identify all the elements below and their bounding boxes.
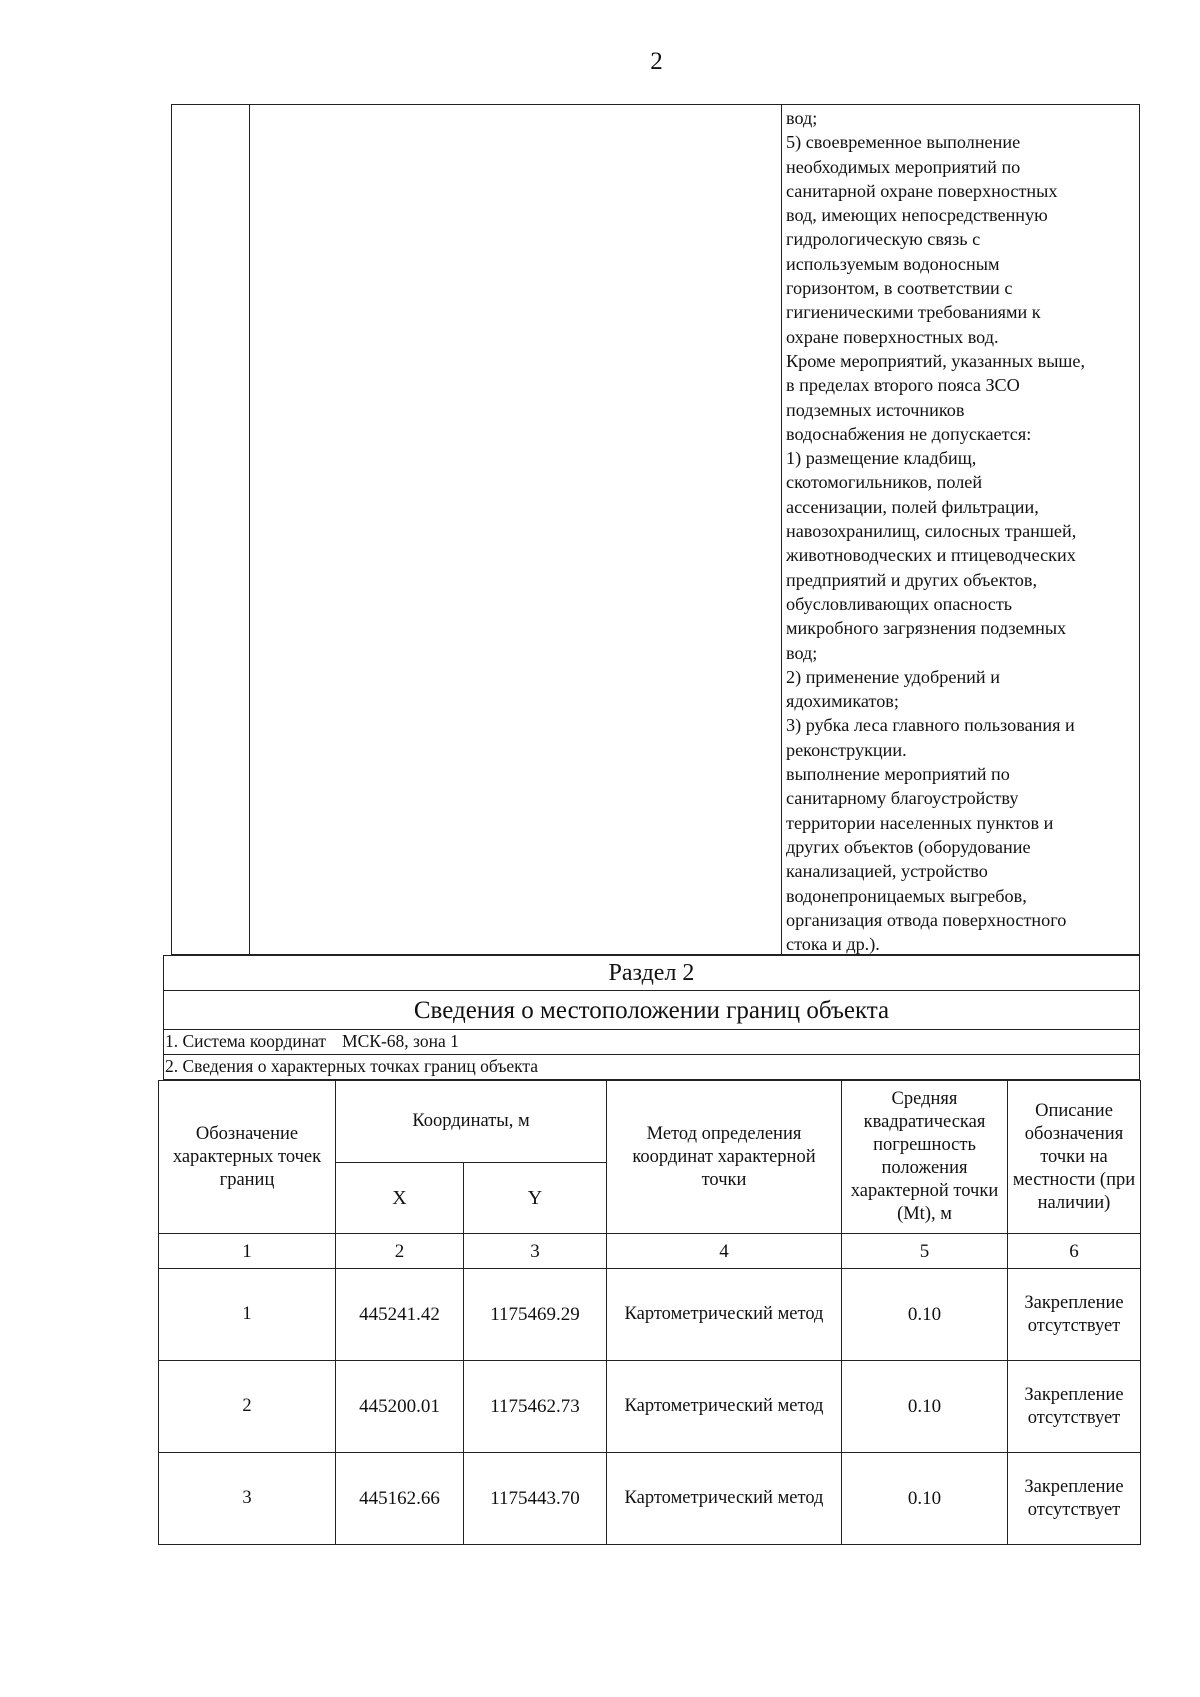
restriction-text-line: ядохимикатов; xyxy=(786,691,899,712)
column-number: 5 xyxy=(842,1234,1008,1269)
coordinate-system-label: 1. Система координат xyxy=(165,1031,327,1051)
point-y: 1175443.70 xyxy=(464,1453,607,1545)
continuation-col-restrictions xyxy=(784,105,1139,954)
continuation-col-name xyxy=(250,105,782,954)
point-method: Картометрический метод xyxy=(607,1361,842,1453)
restriction-text-line: 2) применение удобрений и xyxy=(786,666,1000,687)
point-y: 1175462.73 xyxy=(464,1361,607,1453)
restriction-text-line: санитарному благоустройству xyxy=(786,788,1019,809)
coordinate-system-value: МСК-68, зона 1 xyxy=(342,1031,459,1051)
restriction-text-line: используемым водоносным xyxy=(786,253,1000,274)
restriction-text-line: 1) размещение кладбищ, xyxy=(786,448,977,469)
column-number: 3 xyxy=(464,1234,607,1269)
coordinate-system-row xyxy=(163,1030,1140,1055)
restriction-text-line: необходимых мероприятий по xyxy=(786,156,1021,177)
point-error: 0.10 xyxy=(842,1361,1008,1453)
continuation-col-number xyxy=(172,105,250,954)
restriction-text-line: навозохранилищ, силосных траншей, xyxy=(786,521,1077,542)
point-method: Картометрический метод xyxy=(607,1269,842,1361)
restriction-text-line: животноводческих и птицеводческих xyxy=(786,545,1076,566)
restriction-text-line: в пределах второго пояса ЗСО xyxy=(786,375,1020,396)
restriction-text-line: 5) своевременное выполнение xyxy=(786,132,1021,153)
point-x: 445162.66 xyxy=(336,1453,464,1545)
restriction-text-line: Кроме мероприятий, указанных выше, xyxy=(786,350,1086,371)
column-number: 4 xyxy=(607,1234,842,1269)
restriction-text-line: предприятий и других объектов, xyxy=(786,569,1038,590)
point-designation: 1 xyxy=(159,1269,336,1361)
restriction-text-line: охране поверхностных вод. xyxy=(786,326,999,347)
restriction-text-line: скотомогильников, полей xyxy=(786,472,983,493)
header-coordinates: Координаты, м xyxy=(336,1081,607,1163)
restriction-text-line: стока и др.). xyxy=(786,934,880,955)
restriction-text-line: обусловливающих опасность xyxy=(786,593,1013,614)
restriction-text-line: гидрологическую связь с xyxy=(786,229,981,250)
section-title: Раздел 2 xyxy=(163,955,1140,991)
restriction-text-line: канализацией, устройство xyxy=(786,861,988,882)
point-x: 445200.01 xyxy=(336,1361,464,1453)
restriction-text-line: других объектов (оборудование xyxy=(786,836,1031,857)
point-description: Закрепление отсутствует xyxy=(1008,1361,1141,1453)
restriction-text-line: микробного загрязнения подземных xyxy=(786,618,1067,639)
header-error: Средняя квадратическая погрешность положения характерной точки (Mt), м xyxy=(842,1081,1008,1234)
restriction-text-line: водоснабжения не допускается: xyxy=(786,423,1032,444)
restriction-text-line: вод, имеющих непосредственную xyxy=(786,205,1048,226)
restriction-text-line: горизонтом, в соответствии с xyxy=(786,278,1013,299)
table-row xyxy=(159,1453,1141,1545)
point-method: Картометрический метод xyxy=(607,1453,842,1545)
point-description: Закрепление отсутствует xyxy=(1008,1269,1141,1361)
restriction-text-line: организация отвода поверхностного xyxy=(786,909,1067,930)
point-designation: 3 xyxy=(159,1453,336,1545)
restriction-text-line: выполнение мероприятий по xyxy=(786,764,1010,785)
point-x: 445241.42 xyxy=(336,1269,464,1361)
restriction-text-line: гигиеническими требованиями к xyxy=(786,302,1041,323)
point-y: 1175469.29 xyxy=(464,1269,607,1361)
column-number: 6 xyxy=(1008,1234,1141,1269)
continuation-table xyxy=(171,104,1140,955)
header-y: Y xyxy=(464,1163,607,1234)
restriction-text-line: реконструкции. xyxy=(786,739,907,760)
column-number: 1 xyxy=(159,1234,336,1269)
table-row xyxy=(159,1361,1141,1453)
header-x: X xyxy=(336,1163,464,1234)
restriction-text-line: ассенизации, полей фильтрации, xyxy=(786,496,1039,517)
restriction-text-line: санитарной охране поверхностных xyxy=(786,180,1058,201)
restriction-text-line: территории населенных пунктов и xyxy=(786,812,1054,833)
points-caption: 2. Сведения о характерных точках границ объекта xyxy=(163,1055,1140,1080)
point-error: 0.10 xyxy=(842,1453,1008,1545)
page-number: 2 xyxy=(650,48,663,75)
point-error: 0.10 xyxy=(842,1269,1008,1361)
restriction-text-line: вод; xyxy=(786,108,818,128)
restriction-text-line: 3) рубка леса главного пользования и xyxy=(786,715,1075,736)
point-description: Закрепление отсутствует xyxy=(1008,1453,1141,1545)
restriction-text-line: вод; xyxy=(786,642,818,663)
table-row xyxy=(159,1269,1141,1361)
header-designation: Обозначение характерных точек границ xyxy=(159,1081,336,1234)
header-method: Метод определения координат характерной точки xyxy=(607,1081,842,1234)
column-number: 2 xyxy=(336,1234,464,1269)
restriction-text-line: водонепроницаемых выгребов, xyxy=(786,885,1027,906)
column-number-row xyxy=(159,1234,1141,1269)
header-description: Описание обозначения точки на местности (при наличии) xyxy=(1008,1081,1141,1234)
restriction-text-line: подземных источников xyxy=(786,399,965,420)
boundary-points-table xyxy=(158,1080,1141,1545)
point-designation: 2 xyxy=(159,1361,336,1453)
section-subtitle: Сведения о местоположении границ объекта xyxy=(163,991,1140,1030)
